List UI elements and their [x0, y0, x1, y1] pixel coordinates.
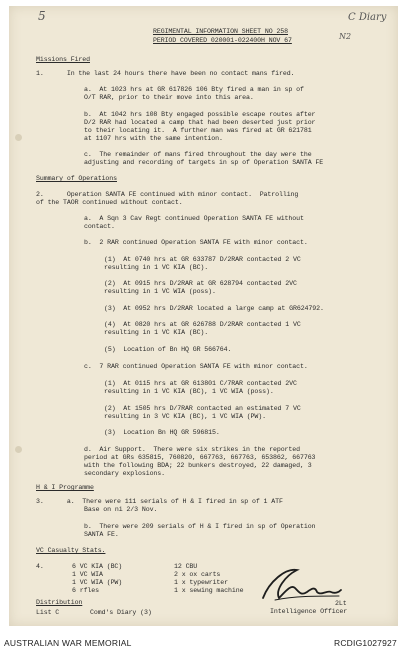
stat-line: 1 x typewriter [174, 579, 228, 586]
paragraph-line: b. There were 209 serials of H & I fired in sp of Operation [84, 523, 316, 530]
paragraph-line: (3) At 0952 hrs D/2RAR located a large camp at GR624792. [104, 305, 324, 312]
paragraph-line: Base on ni 2/3 Nov. [84, 506, 158, 513]
paragraph-line: resulting in 1 VC KIA (BC), 1 VC WIA (poss). [104, 388, 274, 395]
distribution-diary: Comd's Diary (3) [90, 609, 152, 616]
paragraph-line: (1) At 0115 hrs at GR 613801 C/7RAR contacted 2VC [104, 380, 297, 387]
section-heading: Distribution [36, 599, 83, 606]
paragraph-line: contact. [84, 223, 115, 230]
stat-line: 6 rfles [72, 587, 99, 594]
section-heading: Missions Fired [36, 56, 90, 63]
paragraph-line: b. 2 RAR continued Operation SANTA FE with minor contact. [84, 239, 308, 246]
paragraph-line: adjusting and recording of targets in sp of Operation SANTA FE [84, 159, 324, 166]
paragraph-line: resulting in 3 VC KIA (BC), 1 VC WIA (PW). [104, 413, 266, 420]
handwritten-note: C Diary [348, 12, 387, 23]
stat-line: 1 x sewing machine [174, 587, 244, 594]
stat-line: 12 CBU [174, 563, 198, 570]
handwritten-note: N2 [339, 32, 352, 41]
paragraph-line: (2) At 0915 hrs D/2RAR at GR 628794 contacted 2VC [104, 280, 297, 287]
paragraph: 1. In the last 24 hours there have been no contact mans fired. [36, 70, 295, 77]
punch-hole [15, 134, 22, 141]
paragraph-line: (5) Location of Bn HQ GR 566764. [104, 346, 232, 353]
paragraph-line: to their locating it. A further man was fired at GR 621781 [84, 127, 312, 134]
paragraph-line: SANTA FE. [84, 531, 119, 538]
section-heading: H & I Programme [36, 484, 94, 491]
handwritten-signature [255, 562, 345, 606]
paragraph-line: resulting in 1 VC KIA (BC). [104, 329, 209, 336]
paragraph-line: c. 7 RAR continued Operation SANTA FE with minor contact. [84, 363, 308, 370]
stat-line: 2 x ox carts [174, 571, 221, 578]
document-title: REGIMENTAL INFORMATION SHEET NO 258 [153, 28, 288, 35]
section-heading: VC Casualty Stats. [36, 547, 106, 554]
paragraph-line: (3) Location Bn HQ GR 596815. [104, 429, 220, 436]
paragraph-line: with the following BDA; 22 bunkers destroyed, 22 damaged, 3 [84, 462, 312, 469]
stat-line: 1 VC WIA [72, 571, 103, 578]
paragraph-line: secondary explosions. [84, 470, 165, 477]
record-id: RCDIG1027927 [334, 638, 397, 648]
paragraph-line: 3. a. There were 111 serials of H & I fired in sp of 1 ATF [36, 498, 283, 505]
paragraph-line: a. At 1023 hrs at GR 617826 106 Bty fired a man in sp of [84, 86, 304, 93]
stat-line: 6 VC KIA (BC) [72, 563, 123, 570]
paragraph-line: of the TAOR continued without contact. [36, 199, 183, 206]
distribution-list: List C [36, 609, 60, 616]
paragraph-line: resulting in 1 VC KIA (BC). [104, 264, 209, 271]
archive-footer [0, 626, 411, 654]
paragraph-line: d. Air Support. There were six strikes in the reported [84, 446, 300, 453]
paragraph-line: resulting in 1 VC WIA (poss). [104, 288, 216, 295]
paragraph-line: D/2 RAR had located a camp that had been deserted just prior [84, 119, 316, 126]
paragraph-line: (4) At 0820 hrs at GR 626788 D/2RAR contacted 1 VC [104, 321, 301, 328]
paragraph-line: c. The remainder of mans fired throughout the day were the [84, 151, 312, 158]
item-number: 4. [36, 563, 44, 570]
paragraph-line: b. At 1042 hrs 108 Bty engaged possible escape routes after [84, 111, 316, 118]
handwritten-mark: 5 [38, 9, 46, 23]
stat-line: 1 VC WIA (PW) [72, 579, 123, 586]
archive-name: AUSTRALIAN WAR MEMORIAL [4, 638, 132, 648]
paragraph-line: 2. Operation SANTA FE continued with minor contact. Patrolling [36, 191, 299, 198]
paragraph-line: (1) At 0740 hrs at GR 633787 D/2RAR contacted 2 VC [104, 256, 301, 263]
punch-hole [15, 446, 22, 453]
section-heading: Summary of Operations [36, 175, 117, 182]
paragraph-line: at 1107 hrs with the same intention. [84, 135, 223, 142]
period-covered: PERIOD COVERED 020001-022400H NOV 67 [153, 37, 292, 44]
paragraph-line: O/T RAR, prior to their move into this area. [84, 94, 254, 101]
paragraph-line: (2) At 1505 hrs D/7RAR contacted an estimated 7 VC [104, 405, 301, 412]
paragraph-line: period at GRs 635815, 760820, 667763, 667763, 653862, 667763 [84, 454, 316, 461]
signatory-role: Intelligence Officer [270, 608, 348, 615]
paragraph-line: a. A Sqn 3 Cav Regt continued Operation SANTA FE without [84, 215, 304, 222]
signatory-rank: 2Lt [335, 600, 347, 607]
